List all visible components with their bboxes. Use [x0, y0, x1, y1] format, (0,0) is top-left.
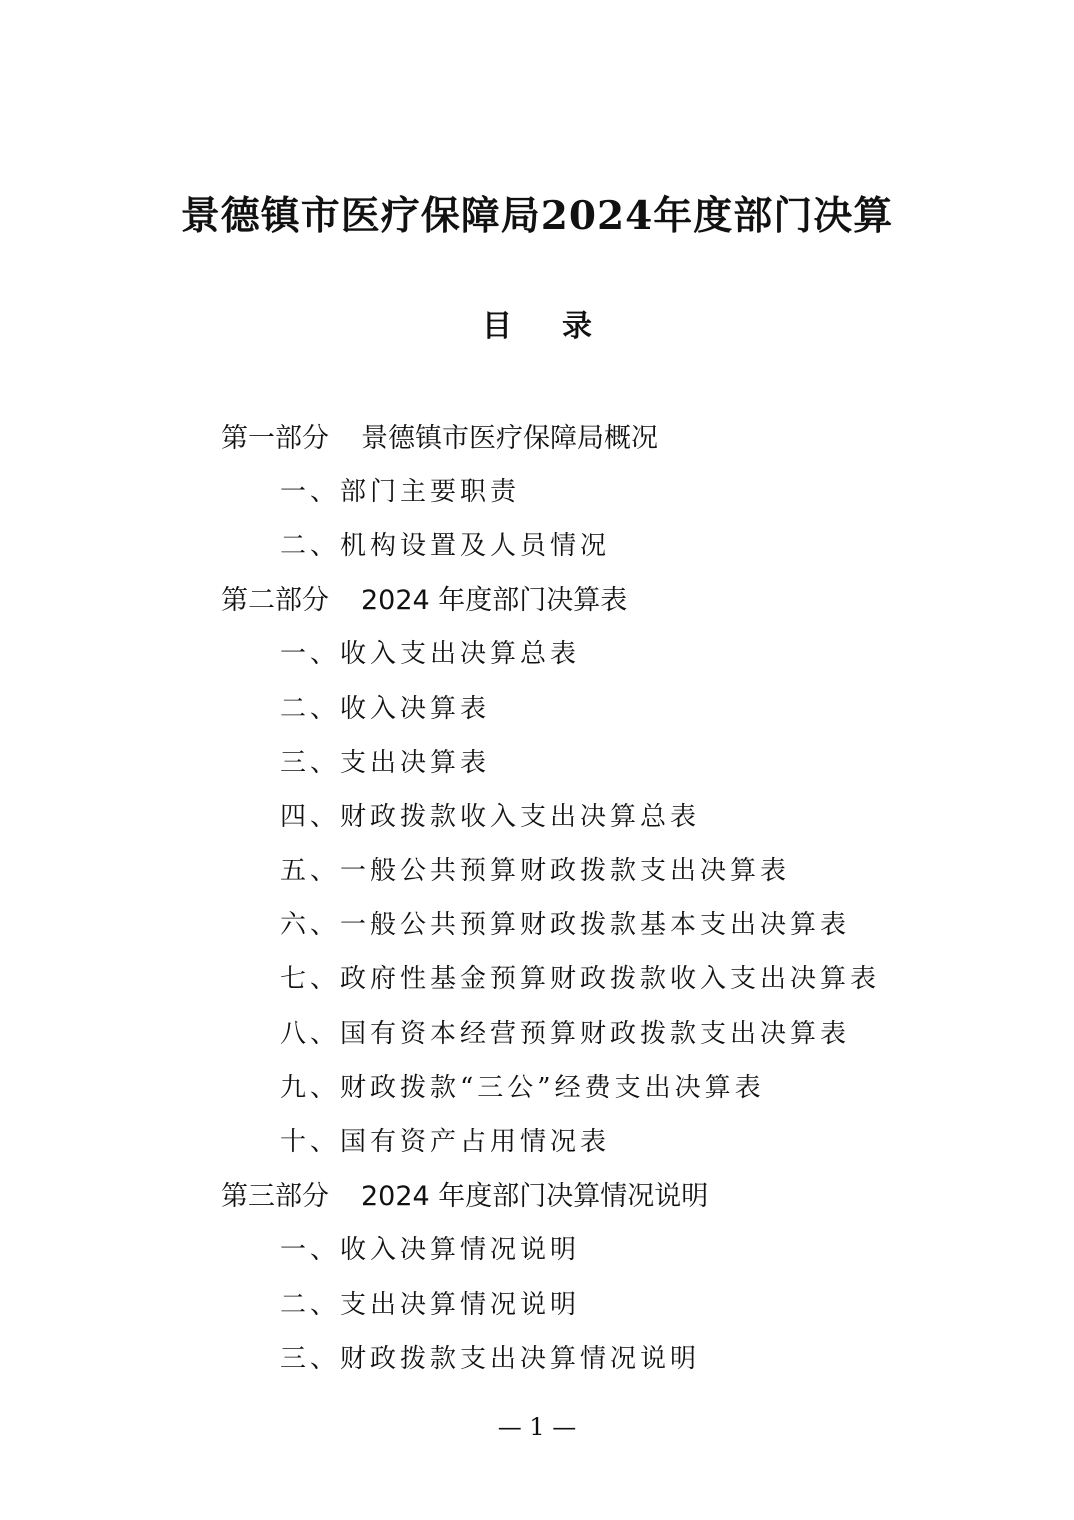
toc-item: 二、机构设置及人员情况 [280, 530, 611, 561]
page-number: — 1 — [497, 1413, 577, 1441]
part-title: 景德镇市医疗保障局概况 [361, 422, 658, 454]
toc-part-3 [0, 1167, 1074, 1221]
toc-heading: 目录 [482, 309, 642, 344]
toc-item: 四、财政拨款收入支出决算总表 [280, 801, 701, 832]
toc-part-1 [0, 408, 1074, 462]
part-number: 第一部分 [221, 422, 329, 454]
document-title: 景德镇市医疗保障局2024年度部门决算 [180, 193, 894, 239]
part-number: 第二部分 [221, 585, 329, 617]
toc-item: 一、收入支出决算总表 [280, 639, 581, 670]
toc-item: 九、财政拨款“三公”经费支出决算表 [280, 1072, 765, 1103]
part-title: 2024 年度部门决算表 [361, 585, 628, 617]
table-of-contents [0, 408, 1074, 1383]
toc-item: 十、国有资产占用情况表 [280, 1127, 611, 1158]
toc-item: 三、财政拨款支出决算情况说明 [280, 1343, 701, 1374]
toc-item: 七、政府性基金预算财政拨款收入支出决算表 [280, 964, 881, 995]
toc-item: 五、一般公共预算财政拨款支出决算表 [280, 856, 791, 887]
toc-item: 二、支出决算情况说明 [280, 1289, 581, 1320]
toc-item: 一、收入决算情况说明 [280, 1235, 581, 1266]
part-title: 2024 年度部门决算情况说明 [361, 1181, 709, 1213]
part-number: 第三部分 [221, 1181, 329, 1213]
toc-item: 一、部门主要职责 [280, 476, 521, 507]
toc-item: 三、支出决算表 [280, 747, 491, 778]
toc-part-2 [0, 571, 1074, 625]
toc-item: 八、国有资本经营预算财政拨款支出决算表 [280, 1018, 851, 1049]
toc-item: 二、收入决算表 [280, 693, 491, 724]
toc-item: 六、一般公共预算财政拨款基本支出决算表 [280, 910, 851, 941]
